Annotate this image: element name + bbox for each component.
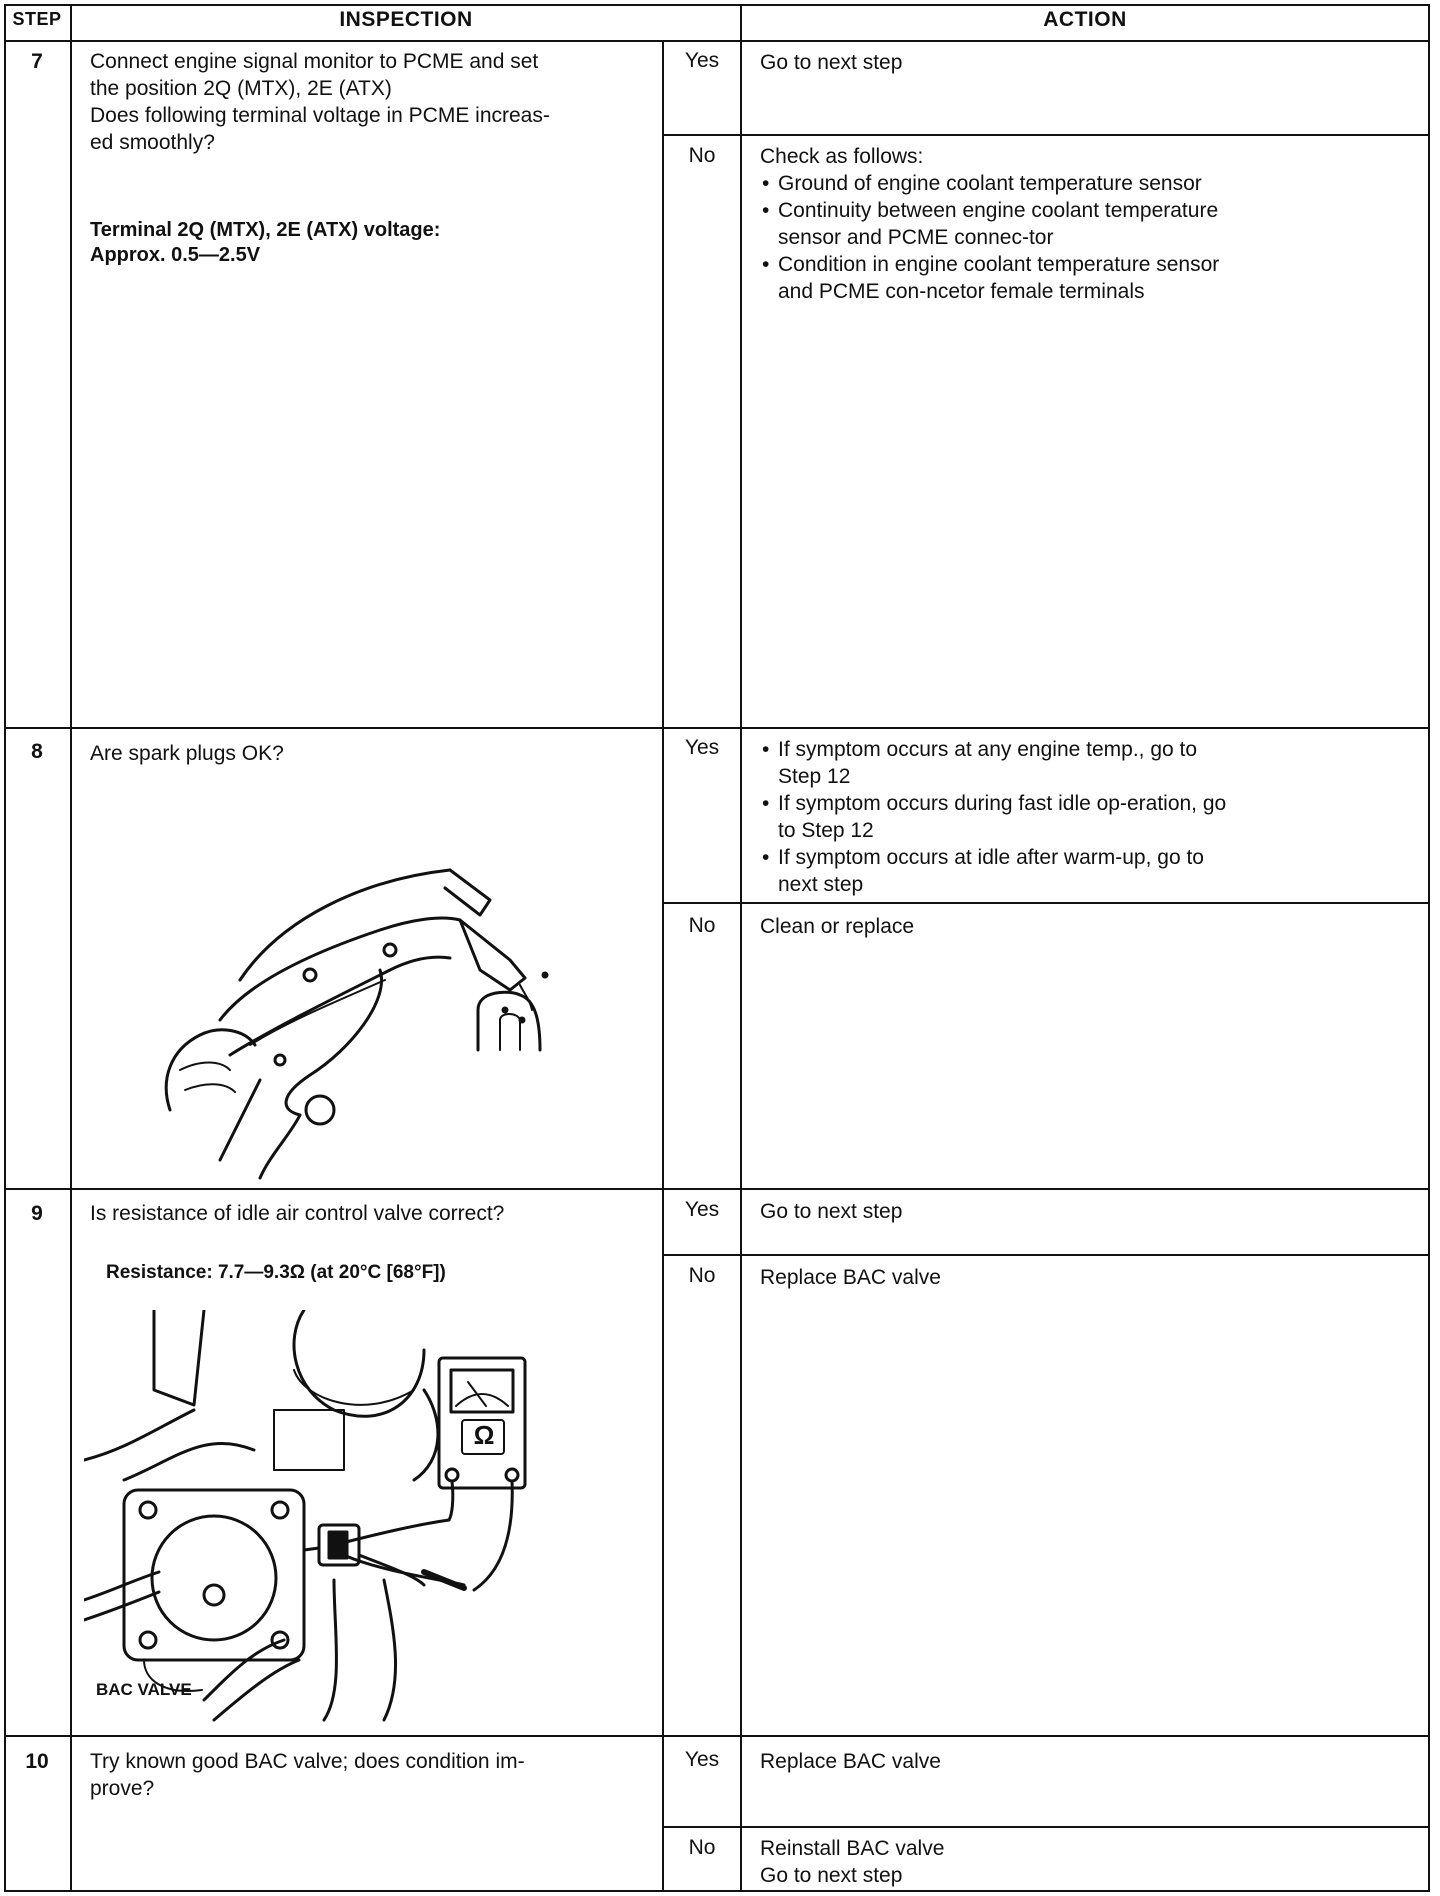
- inspection-text: Is resistance of idle air control valve correct?: [90, 1202, 505, 1225]
- step-number: 9: [31, 1202, 43, 1225]
- vacuum-hose: [214, 1660, 299, 1720]
- step8-bottom-border: [4, 1188, 1430, 1190]
- yes-label: Yes: [684, 1198, 720, 1221]
- rivet-icon: [384, 944, 396, 956]
- engine-line: [324, 1580, 337, 1720]
- list-item: • Ground of engine coolant temperature sensor: [762, 170, 1222, 197]
- step7-yes-no-divider: [662, 134, 1430, 136]
- gauge-tool-lower-edge: [230, 957, 450, 1055]
- no-label: No: [688, 1836, 716, 1859]
- wrist-line: [220, 1080, 260, 1160]
- screw-icon: [140, 1502, 156, 1518]
- inspection-text: Connect engine signal monitor to PCME and set the position 2Q (MTX), 2E (ATX) Does following terminal voltage in PCME increas- ed smoothly?: [90, 50, 550, 154]
- table-left-border: [4, 4, 6, 1892]
- plug-boot: [445, 870, 490, 915]
- no-label: No: [688, 914, 716, 937]
- particle-dot: [543, 973, 547, 977]
- screw-icon: [272, 1502, 288, 1518]
- specification-text: Resistance: 7.7—9.3Ω (at 20°C [68°F]): [106, 1262, 446, 1283]
- no-action: Replace BAC valve: [760, 1266, 941, 1289]
- no-label: No: [688, 144, 716, 167]
- spark-plug-gap-illustration: [160, 860, 560, 1180]
- yes-action: Replace BAC valve: [760, 1750, 941, 1773]
- gauge-ring-icon: [306, 1096, 334, 1124]
- wrist-line: [260, 1115, 300, 1178]
- header-action: ACTION: [1043, 8, 1127, 31]
- gauge-tool-upper-edge: [220, 918, 460, 1020]
- table-bottom-border: [4, 1890, 1430, 1892]
- action-column-divider: [740, 4, 742, 1892]
- step-number: 10: [25, 1750, 49, 1773]
- list-item: • Condition in engine coolant temperature sensor and PCME con-ncetor female terminals: [762, 251, 1222, 305]
- header-step: STEP: [12, 9, 62, 29]
- header-bottom-border: [4, 40, 1430, 42]
- particle-dot: [503, 1008, 507, 1012]
- finger-crease: [185, 1084, 235, 1092]
- list-item: • If symptom occurs at idle after warm-up, go to next step: [762, 844, 1232, 898]
- plug-stand-inner: [500, 1014, 520, 1050]
- yes-action: Go to next step: [760, 1200, 903, 1223]
- bac-valve-resistance-illustration: [84, 1310, 644, 1730]
- step-number: 7: [31, 50, 43, 73]
- test-lead-wire: [474, 1481, 512, 1590]
- step9-bottom-border: [4, 1735, 1430, 1737]
- header-inspection: INSPECTION: [339, 8, 473, 31]
- yes-action: Go to next step: [760, 51, 903, 74]
- meter-terminal-icon: [506, 1469, 518, 1481]
- bac-valve-housing: [152, 1516, 276, 1640]
- no-action: Check as follows:: [760, 145, 924, 168]
- gauge-tool-handle: [286, 970, 381, 1115]
- yes-label: Yes: [684, 1748, 720, 1771]
- throttle-body-lip: [294, 1370, 414, 1405]
- gauge-tool-groove: [250, 980, 385, 1045]
- no-action: Reinstall BAC valve Go to next step: [760, 1837, 945, 1887]
- hose-outline: [414, 1390, 438, 1480]
- yes-label: Yes: [684, 736, 720, 759]
- bac-valve-label: BAC VALVE: [96, 1680, 192, 1699]
- step-number: 8: [31, 740, 43, 763]
- list-item: • If symptom occurs at any engine temp., go to Step 12: [762, 736, 1232, 790]
- ignition-cable: [240, 870, 450, 980]
- step8-yes-no-divider: [662, 902, 1430, 904]
- rivet-icon: [304, 969, 316, 981]
- specification-text: Terminal 2Q (MTX), 2E (ATX) voltage: Approx. 0.5—2.5V: [90, 219, 441, 266]
- test-probe: [424, 1572, 464, 1588]
- list-item: • Continuity between engine coolant temperature sensor and PCME connec-tor: [762, 197, 1222, 251]
- answer-column-divider: [662, 40, 664, 1892]
- meter-terminal-icon: [446, 1469, 458, 1481]
- inspection-text: Try known good BAC valve; does condition im- prove?: [90, 1750, 525, 1800]
- bracket-block: [274, 1410, 344, 1470]
- hose-outline: [84, 1410, 194, 1460]
- plug-stand: [478, 992, 540, 1050]
- ohm-symbol: Ω: [473, 1420, 495, 1450]
- list-item: • If symptom occurs during fast idle op-eration, go to Step 12: [762, 790, 1232, 844]
- engine-line: [384, 1580, 396, 1720]
- table-right-border: [1428, 4, 1430, 1892]
- no-action: Clean or replace: [760, 915, 915, 938]
- rivet-icon: [275, 1055, 285, 1065]
- connector-pins: [329, 1532, 347, 1558]
- screw-icon: [140, 1632, 156, 1648]
- inspection-text: Are spark plugs OK?: [90, 742, 284, 765]
- bac-valve-port-icon: [204, 1585, 224, 1605]
- yes-action-list: [762, 736, 1232, 898]
- test-lead-wire: [346, 1520, 449, 1542]
- spark-plug-icon: [460, 920, 525, 990]
- finger-crease: [180, 1063, 230, 1071]
- hose-outline: [124, 1443, 254, 1480]
- intake-pipe: [154, 1310, 204, 1405]
- step9-yes-no-divider: [662, 1254, 1430, 1256]
- step-column-divider: [70, 4, 72, 1892]
- table-top-border: [4, 4, 1430, 6]
- no-action-checklist: [762, 170, 1222, 305]
- ohmmeter-dial: [451, 1370, 513, 1412]
- throttle-body-outline: [294, 1310, 424, 1416]
- yes-label: Yes: [684, 49, 720, 72]
- vacuum-hose: [204, 1640, 284, 1700]
- step7-bottom-border: [4, 727, 1430, 729]
- step10-yes-no-divider: [662, 1826, 1430, 1828]
- no-label: No: [688, 1264, 716, 1287]
- harness-wire: [304, 1548, 319, 1550]
